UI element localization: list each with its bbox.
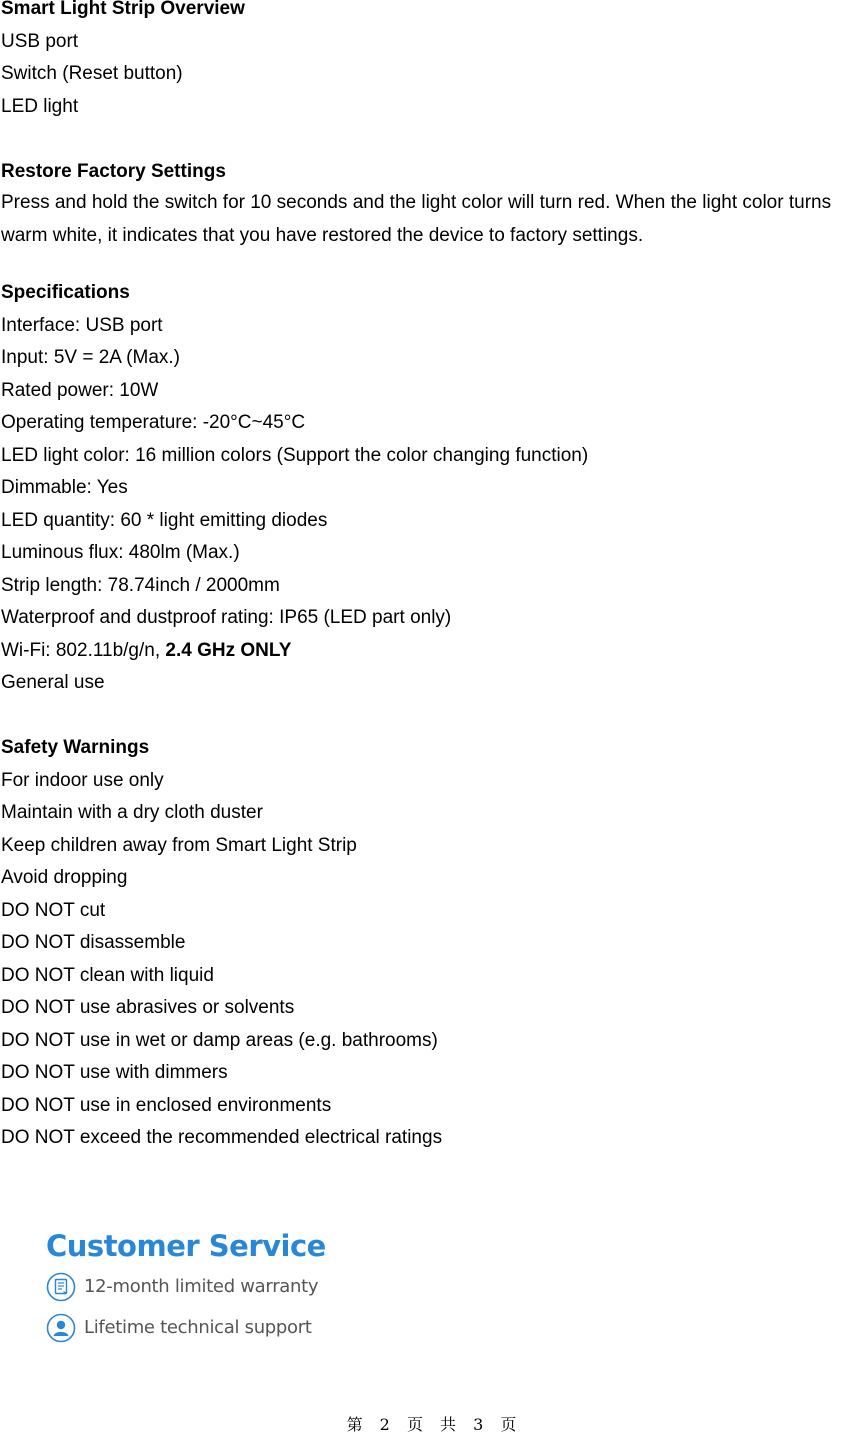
safety-item: DO NOT disassemble — [1, 932, 186, 953]
restore-text: Press and hold the switch for 10 seconds and the light color will turn red. When the light color turns warm white, it indicates that you have restored the device to factory settings. — [1, 192, 832, 246]
page-number-footer: 第 2 页 共 3 页 — [346, 1415, 519, 1434]
spacer — [1, 130, 865, 163]
spec-item: Rated power: 10W — [1, 379, 159, 401]
spacer — [1, 707, 865, 740]
specs-heading: Specifications — [1, 282, 130, 303]
document-body — [1, 0, 865, 1162]
wifi-band-note: 2.4 GHz ONLY — [165, 639, 292, 661]
safety-item: Maintain with a dry cloth duster — [1, 802, 263, 823]
support-text: Lifetime technical support — [84, 1317, 312, 1338]
spec-item: Dimmable: Yes — [1, 477, 128, 498]
safety-item: For indoor use only — [1, 769, 164, 791]
overview-item: USB port — [1, 30, 79, 52]
wifi-standard: Wi-Fi: 802.11b/g/n, — [1, 639, 166, 661]
customer-service-panel — [46, 1226, 346, 1348]
safety-item: DO NOT clean with liquid — [1, 964, 214, 986]
safety-item: Keep children away from Smart Light Strip — [1, 834, 357, 856]
customer-service-title: Customer Service — [46, 1229, 326, 1263]
warranty-document-icon — [46, 1272, 76, 1302]
spec-wifi — [1, 639, 865, 675]
restore-heading: Restore Factory Settings — [1, 160, 226, 182]
warranty-text: 12-month limited warranty — [84, 1276, 319, 1297]
overview-item: LED light — [1, 95, 79, 117]
safety-item: DO NOT use with dimmers — [1, 1062, 228, 1083]
overview-item: Switch (Reset button) — [1, 63, 183, 84]
user-support-icon — [46, 1313, 76, 1343]
spec-item: LED quantity: 60 * light emitting diodes — [1, 509, 328, 531]
spec-item: Operating temperature: -20°C~45°C — [1, 412, 306, 433]
spec-item: Waterproof and dustproof rating: IP65 (LED part only) — [1, 607, 452, 628]
spec-item: Input: 5V = 2A (Max.) — [1, 347, 181, 368]
spec-item: Interface: USB port — [1, 314, 163, 336]
spec-item: Luminous flux: 480lm (Max.) — [1, 542, 240, 563]
safety-item: DO NOT exceed the recommended electrical ratings — [1, 1127, 443, 1148]
spec-item: General use — [1, 672, 105, 693]
spacer — [1, 260, 865, 284]
safety-item: Avoid dropping — [1, 867, 128, 888]
support-row — [46, 1307, 346, 1348]
safety-item: DO NOT use in wet or damp areas (e.g. bathrooms) — [1, 1029, 438, 1051]
safety-heading: Safety Warnings — [1, 737, 150, 758]
warranty-row — [46, 1266, 346, 1307]
safety-item: DO NOT use in enclosed environments — [1, 1094, 332, 1116]
spec-item: Strip length: 78.74inch / 2000mm — [1, 574, 280, 596]
safety-item: DO NOT use abrasives or solvents — [1, 997, 295, 1018]
spec-item: LED light color: 16 million colors (Support the color changing function) — [1, 444, 589, 466]
overview-heading: Smart Light Strip Overview — [1, 0, 245, 19]
safety-item: DO NOT cut — [1, 899, 106, 921]
